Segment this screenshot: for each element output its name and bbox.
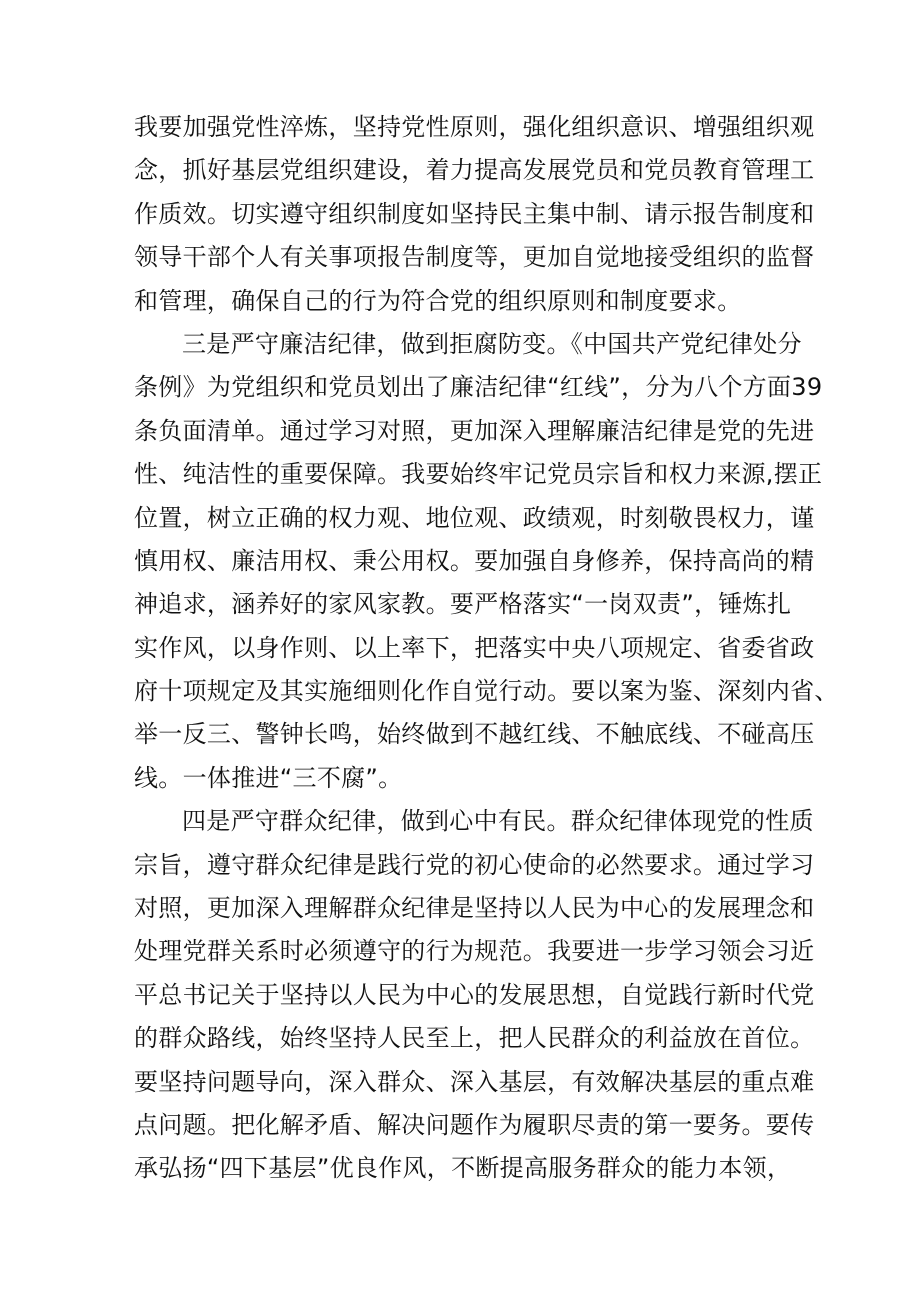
text-line: 性、纯洁性的重要保障。我要始终牢记党员宗旨和权力来源,摆正 xyxy=(134,460,823,489)
text-line: 慎用权、廉洁用权、秉公用权。要加强自身修养，保持高尚的精 xyxy=(134,546,815,575)
text-line: 要坚持问题导向，深入群众、深入基层，有效解决基层的重点难 xyxy=(134,1067,815,1096)
text-line: 宗旨，遵守群众纪律是践行党的初心使命的必然要求。通过学习 xyxy=(134,850,815,879)
text-line: 念，抓好基层党组织建设，着力提高发展党员和党员教育管理工 xyxy=(134,156,815,185)
text-line: 条例》为党组织和党员划出了廉洁纪律“红线”，分为八个方面39 xyxy=(134,373,823,402)
text-line: 举一反三、警钟长鸣，始终做到不越红线、不触底线、不碰高压 xyxy=(134,720,815,749)
text-line: 领导干部个人有关事项报告制度等，更加自觉地接受组织的监督 xyxy=(134,243,815,272)
paragraph-integrity-discipline xyxy=(134,323,839,800)
text-line: 的群众路线，始终坚持人民至上，把人民群众的利益放在首位。 xyxy=(134,1024,815,1053)
text-line: 位置，树立正确的权力观、地位观、政绩观，时刻敬畏权力，谨 xyxy=(134,503,815,532)
text-line: 实作风，以身作则、以上率下，把落实中央八项规定、省委省政 xyxy=(134,633,815,662)
paragraph-organization-discipline xyxy=(134,106,815,323)
text-line: 线。一体推进“三不腐”。 xyxy=(134,763,403,792)
text-line: 点问题。把化解矛盾、解决问题作为履职尽责的第一要务。要传 xyxy=(134,1110,815,1139)
text-line: 我要加强党性淬炼，坚持党性原则，强化组织意识、增强组织观 xyxy=(134,113,815,141)
text-line: 和管理，确保自己的行为符合党的组织原则和制度要求。 xyxy=(134,286,742,315)
text-line: 条负面清单。通过学习对照，更加深入理解廉洁纪律是党的先进 xyxy=(134,416,815,445)
document-body xyxy=(134,106,839,1191)
text-line: 作质效。切实遵守组织制度如坚持民主集中制、请示报告制度和 xyxy=(134,199,815,228)
paragraph-first-line: 三是严守廉洁纪律，做到拒腐防变。《中国共产党纪律处分 xyxy=(182,329,802,358)
text-line: 府十项规定及其实施细则化作自觉行动。要以案为鉴、深刻内省、 xyxy=(134,677,839,706)
text-line: 承弘扬“四下基层”优良作风，不断提高服务群众的能力本领， xyxy=(134,1154,792,1183)
text-line: 处理党群关系时必须遵守的行为规范。我要进一步学习领会习近 xyxy=(134,937,815,966)
paragraph-mass-discipline xyxy=(134,800,815,1191)
text-line: 对照，更加深入理解群众纪律是坚持以人民为中心的发展理念和 xyxy=(134,894,815,923)
paragraph-first-line: 四是严守群众纪律，做到心中有民。群众纪律体现党的性质 xyxy=(182,807,814,836)
text-line: 平总书记关于坚持以人民为中心的发展思想，自觉践行新时代党 xyxy=(134,980,815,1009)
text-line: 神追求，涵养好的家风家教。要严格落实“一岗双责”，锤炼扎 xyxy=(134,590,792,619)
